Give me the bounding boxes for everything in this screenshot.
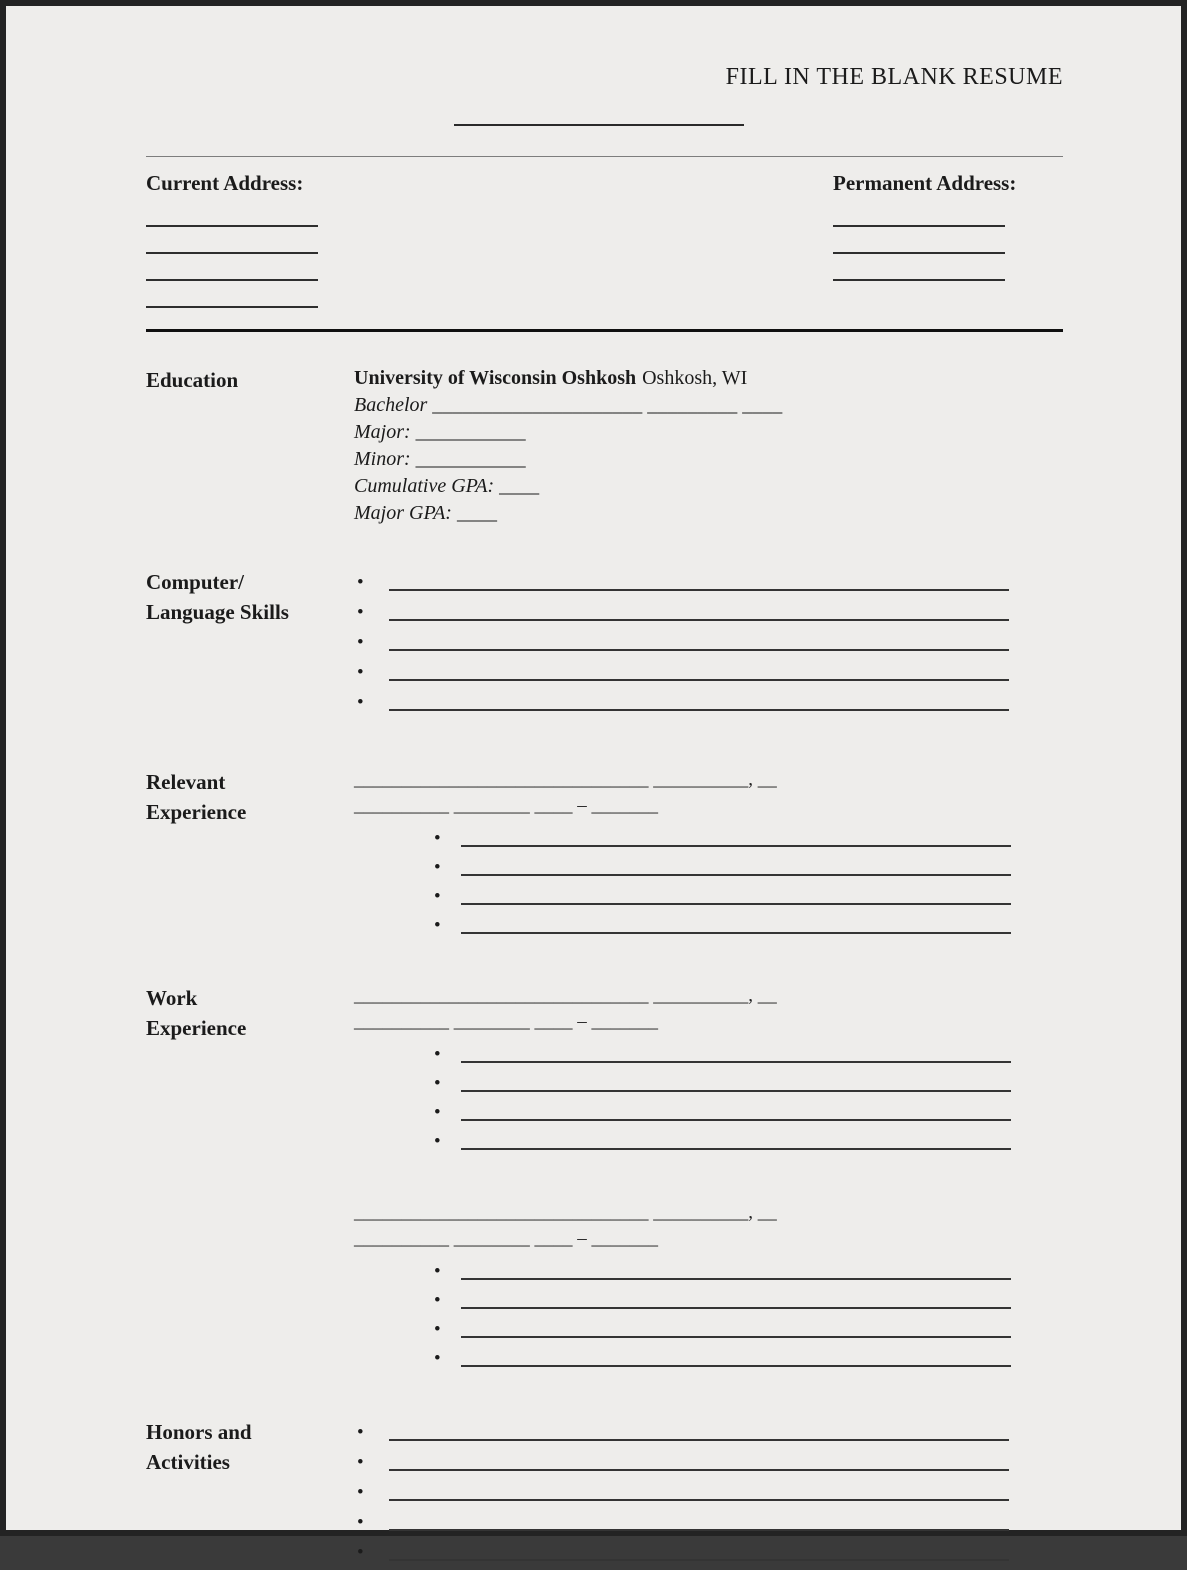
work-experience-section [146, 983, 1063, 1375]
work-experience-content [354, 983, 1063, 1375]
skills-label-line1: Computer/ [146, 570, 244, 594]
blank-line [389, 679, 1009, 681]
education-content [354, 365, 1063, 527]
header-divider-rule [146, 156, 1063, 157]
blank-line [461, 903, 1011, 905]
work-entry-2 [354, 1200, 1063, 1368]
list-item [354, 600, 1063, 622]
blank-line [833, 225, 1005, 227]
permanent-address-label: Permanent Address: [833, 171, 1017, 195]
bullet-icon: • [357, 1542, 364, 1563]
bullet-icon: • [434, 1261, 441, 1282]
bullet-icon: • [434, 1073, 441, 1094]
dates-blank-line: __________ ________ ____ – _______ [354, 1228, 658, 1249]
bullet-icon: • [434, 1102, 441, 1123]
work-label-line1: Work [146, 986, 198, 1010]
skills-label [146, 567, 354, 627]
blank-line [146, 279, 318, 281]
blank-line [389, 1499, 1009, 1501]
blank-line [461, 1365, 1011, 1367]
current-address-label: Current Address: [146, 171, 304, 195]
current-address-blanks [146, 225, 376, 308]
cumulative-gpa-line: Cumulative GPA: ____ [354, 475, 540, 497]
bullet-icon: • [434, 1319, 441, 1340]
blank-line [461, 1336, 1011, 1338]
list-item [354, 1420, 1063, 1442]
bullet-icon: • [357, 572, 364, 593]
blank-line [461, 932, 1011, 934]
organization-blank-line: _______________________________ __________, __ [354, 1202, 777, 1223]
organization-blank-line: _______________________________ __________, __ [354, 769, 777, 790]
list-item [431, 855, 1063, 877]
bullet-icon: • [357, 1422, 364, 1443]
list-item [431, 1042, 1063, 1064]
list-item [431, 1129, 1063, 1151]
work-label-line2: Experience [146, 1016, 247, 1040]
bullet-icon: • [357, 662, 364, 683]
dates-blank-line: __________ ________ ____ – _______ [354, 795, 658, 816]
bullet-icon: • [434, 915, 441, 936]
address-section [146, 170, 1063, 308]
list-item [354, 1510, 1063, 1532]
blank-line [461, 1090, 1011, 1092]
bullet-icon: • [434, 1348, 441, 1369]
list-item [431, 1317, 1063, 1339]
blank-line [461, 1061, 1011, 1063]
list-item [354, 630, 1063, 652]
list-item [431, 913, 1063, 935]
honors-activities-label [146, 1417, 354, 1477]
blank-line [389, 589, 1009, 591]
school-location: Oshkosh, WI [642, 367, 748, 389]
section-divider-rule [146, 329, 1063, 332]
list-item [354, 690, 1063, 712]
work-entry-1 [354, 983, 1063, 1151]
honors-label-line2: Activities [146, 1450, 230, 1474]
bullet-icon: • [434, 1131, 441, 1152]
bullet-icon: • [357, 1452, 364, 1473]
school-name: University of Wisconsin Oshkosh [354, 367, 637, 389]
work-entry-2-bullet-list [431, 1259, 1063, 1368]
honors-bullet-list [354, 1420, 1063, 1570]
relevant-label-line2: Experience [146, 800, 247, 824]
relevant-bullet-list [431, 826, 1063, 935]
list-item [431, 1259, 1063, 1281]
blank-line [389, 1439, 1009, 1441]
bullet-icon: • [357, 1512, 364, 1533]
degree-blank-line: Bachelor _____________________ _________ ____ [354, 394, 783, 416]
list-item [354, 660, 1063, 682]
bullet-icon: • [434, 857, 441, 878]
permanent-address-blanks [833, 225, 1063, 281]
blank-line [461, 874, 1011, 876]
major-blank-line: Major: ___________ [354, 421, 526, 443]
bullet-icon: • [357, 602, 364, 623]
blank-line [389, 1529, 1009, 1531]
list-item [431, 1346, 1063, 1368]
dates-blank-line: __________ ________ ____ – _______ [354, 1011, 658, 1032]
blank-line [461, 1148, 1011, 1150]
relevant-experience-label [146, 767, 354, 827]
bullet-icon: • [434, 886, 441, 907]
list-item [431, 826, 1063, 848]
bullet-icon: • [357, 692, 364, 713]
list-item [431, 1071, 1063, 1093]
blank-line [833, 279, 1005, 281]
bullet-icon: • [357, 1482, 364, 1503]
list-item [431, 1288, 1063, 1310]
relevant-experience-content [354, 767, 1063, 942]
bullet-icon: • [357, 632, 364, 653]
skills-bullet-list [354, 570, 1063, 720]
blank-line [461, 1278, 1011, 1280]
blank-line [389, 709, 1009, 711]
bullet-icon: • [434, 1044, 441, 1065]
blank-line [461, 1119, 1011, 1121]
bullet-icon: • [434, 828, 441, 849]
blank-line [146, 306, 318, 308]
list-item [354, 1480, 1063, 1502]
list-item [354, 1540, 1063, 1562]
education-label: Education [146, 368, 239, 392]
blank-line [461, 1307, 1011, 1309]
name-blank-line [454, 124, 744, 126]
major-gpa-line: Major GPA: ____ [354, 502, 497, 524]
page-title: FILL IN THE BLANK RESUME [725, 64, 1063, 90]
blank-line [146, 225, 318, 227]
blank-line [833, 252, 1005, 254]
blank-line [389, 1559, 1009, 1561]
work-entry-1-bullet-list [431, 1042, 1063, 1151]
blank-line [389, 1469, 1009, 1471]
relevant-label-line1: Relevant [146, 770, 226, 794]
list-item [431, 884, 1063, 906]
bullet-icon: • [434, 1290, 441, 1311]
list-item [354, 1450, 1063, 1472]
minor-blank-line: Minor: ___________ [354, 448, 526, 470]
list-item [354, 570, 1063, 592]
skills-label-line2: Language Skills [146, 600, 289, 624]
blank-line [389, 619, 1009, 621]
honors-activities-section [146, 1417, 1063, 1570]
list-item [431, 1100, 1063, 1122]
skills-section [146, 567, 1063, 720]
current-address-column [146, 170, 376, 308]
blank-line [146, 252, 318, 254]
school-line [354, 365, 1063, 392]
blank-line [389, 649, 1009, 651]
permanent-address-column [833, 170, 1063, 308]
organization-blank-line: _______________________________ __________, __ [354, 985, 777, 1006]
relevant-experience-section [146, 767, 1063, 942]
work-experience-label [146, 983, 354, 1043]
honors-label-line1: Honors and [146, 1420, 252, 1444]
blank-line [461, 845, 1011, 847]
education-section [146, 365, 1063, 527]
